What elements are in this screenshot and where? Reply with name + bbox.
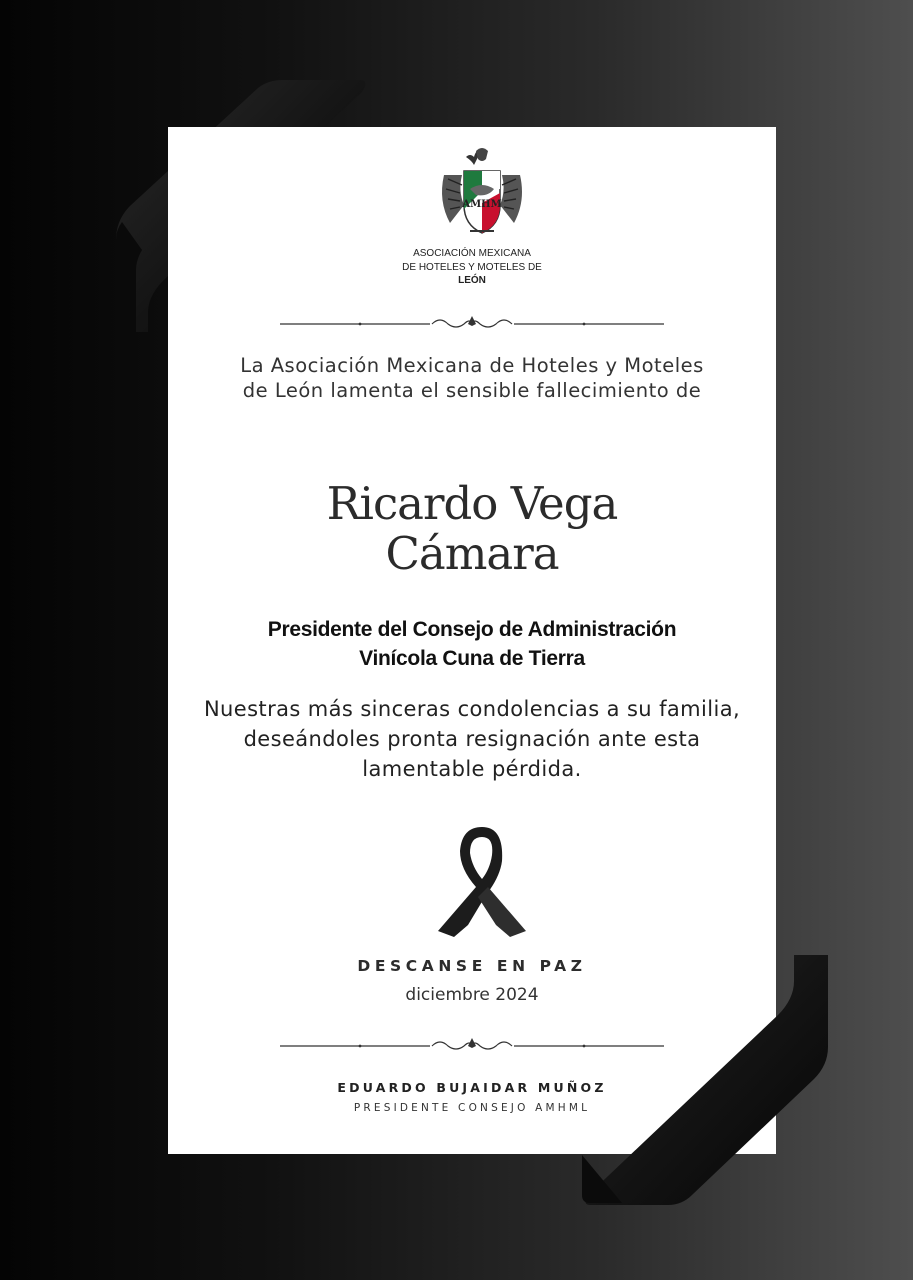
org-name [168,247,776,288]
deceased-name-line1: Ricardo Vega [326,477,618,530]
rest-in-peace-text: DESCANSE EN PAZ [357,957,587,975]
deceased-name [168,479,776,579]
org-name-line3: LEÓN [458,275,486,286]
condolence-message: Nuestras más sinceras condolencias a su familia, deseándoles pronta resignación ante esta lamentable pérdida. [203,697,741,781]
black-ribbon-icon [432,821,532,943]
org-name-line1: ASOCIACIÓN MEXICANA [413,248,531,259]
mourning-ribbon-bottom-right [582,955,832,1205]
eagle-crest-icon [436,145,528,237]
ornamental-divider-top [280,313,664,333]
deceased-role-line2: Vinícola Cuna de Tierra [359,647,585,670]
intro-text: La Asociación Mexicana de Hoteles y Moteles de León lamenta el sensible fallecimiento de [240,354,704,403]
deceased-role [188,615,756,673]
deceased-name-line2: Cámara [385,527,559,580]
deceased-role-line1: Presidente del Consejo de Administración [267,618,677,641]
date-text: diciembre 2024 [405,985,539,1005]
signer-name: EDUARDO BUJAIDAR MUÑOZ [337,1080,607,1095]
signer-title: PRESIDENTE CONSEJO AMHML [353,1102,591,1114]
org-name-line2: DE HOTELES Y MOTELES DE [402,261,542,273]
crest-monogram: AMHM [462,199,502,210]
